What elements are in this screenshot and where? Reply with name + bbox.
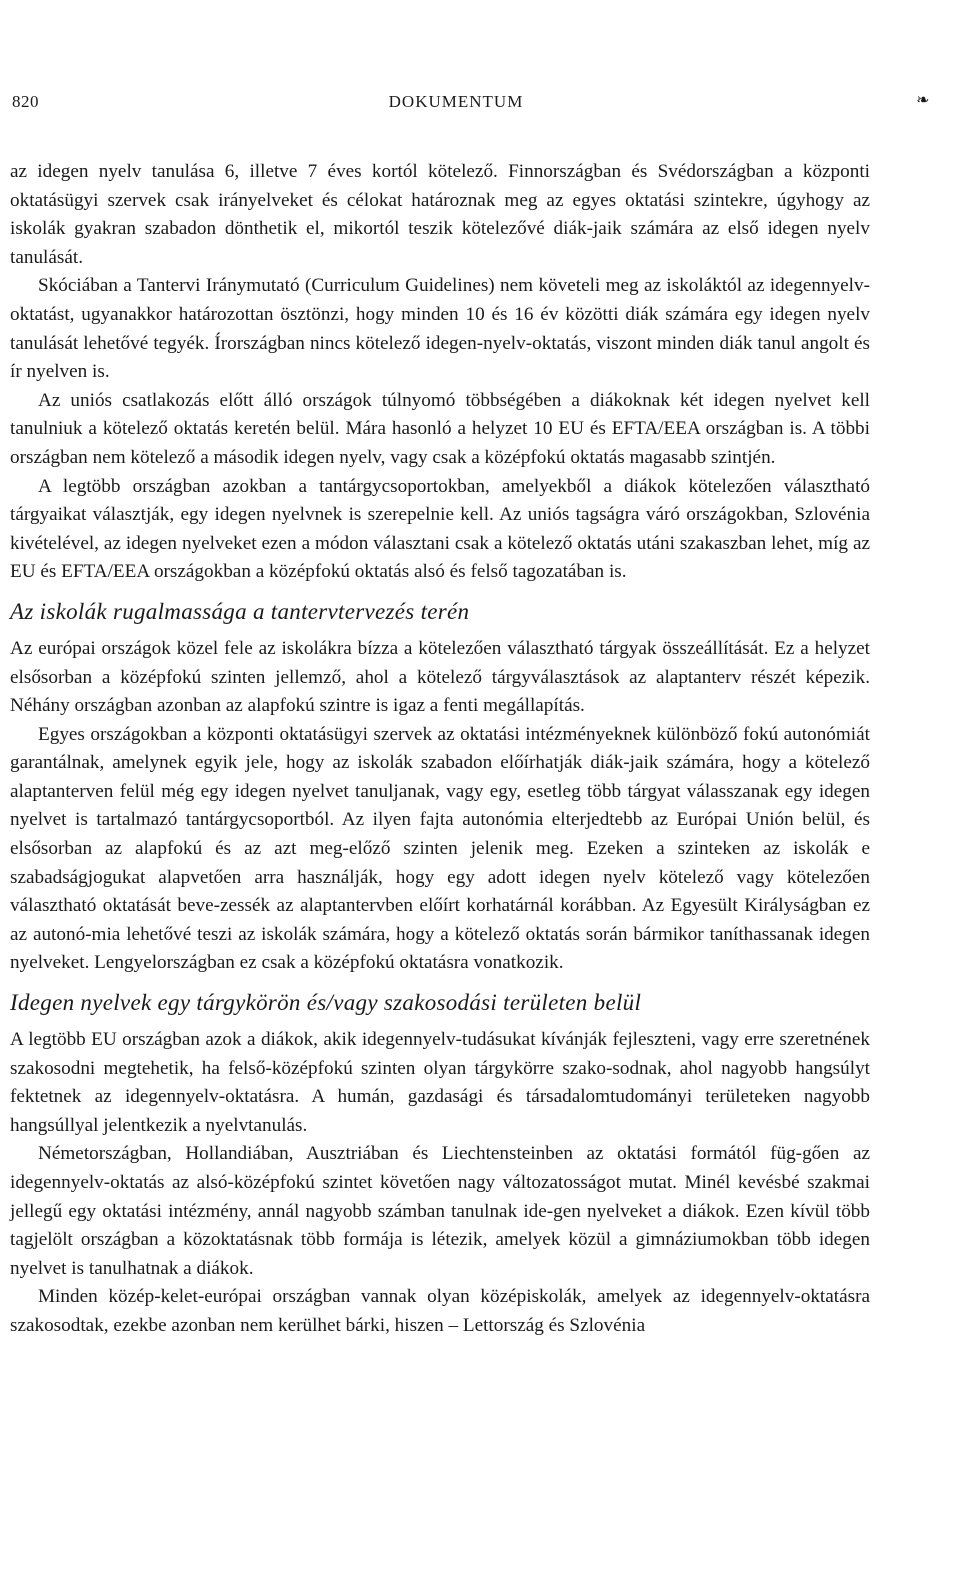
paragraph: az idegen nyelv tanulása 6, illetve 7 éves kortól kötelező. Finnországban és Svédországban a központi oktatásügyi szervek csak irányelveket és célokat határoznak meg az egyes oktatási szintekre, úgyhogy az iskolák gyakran szabadon dönthetik el, mikortól teszik kötelezővé diák-jaik számára az első idegen nyelv tanulását. bbox=[10, 161, 870, 268]
page-number: 820 bbox=[12, 92, 39, 111]
leaf-ornament-icon: ❧ bbox=[916, 92, 930, 109]
paragraph: Egyes országokban a központi oktatásügyi szervek az oktatási intézményeknek különböző fokú autonómiát garantálnak, amelynek egyik jele, hogy az iskolák szabadon előírhatják diák-jaik számára, hogy a kötelező alaptanterven felül még egy idegen nyelvet tanuljanak, vagy egy, esetleg több tárgyat válasszanak egy idegen nyelvet is tartalmazó tantárgycsoportból. Az ilyen fajta autonómia elterjedtebb az Európai Unión belül, és elsősorban az alapfokú és az azt meg-előző szinten jelenik meg. Ezeken a szinteken az iskolák e szabadságjogukat alapvetően arra használják, hogy egy adott idegen nyelv kötelező vagy kötelezően választható oktatását beve-zessék az alaptantervben előírt korhatárnál korábban. Az Egyesült Királyságban ez az autonó-mia lehetővé teszi az iskolák számára, hogy a kötelező oktatás során bármikor taníthassanak idegen nyelveket. Lengyelországban ez csak a középfokú oktatásra vonatkozik. bbox=[10, 723, 870, 974]
paragraph: Az uniós csatlakozás előtt álló országok túlnyomó többségében a diákoknak két idegen nyelvet kell tanulniuk a kötelező oktatás keretén belül. Mára hasonló a helyzet 10 EU és EFTA/EEA országban is. A többi országban nem kötelező a második idegen nyelv, vagy csak a középfokú oktatás magasabb szintjén. bbox=[10, 389, 870, 468]
body-text bbox=[10, 158, 870, 1341]
running-head bbox=[12, 92, 930, 116]
paragraph: Az európai országok közel fele az iskolákra bízza a kötelezően választható tárgyak összeállítását. Ez a helyzet elsősorban a középfokú szinten jellemző, ahol a kötelező tárgyválasztások az alaptanterv részét képezik. Néhány országban azonban az alapfokú szintre is igaz a fenti megállapítás. bbox=[10, 637, 870, 717]
paragraph: A legtöbb országban azokban a tantárgycsoportokban, amelyekből a diákok kötelezően választható tárgyaikat választják, egy idegen nyelvnek is szerepelnie kell. Az uniós tagságra váró országokban, Szlovénia kivételével, az idegen nyelveket ezen a módon választani csak a kötelező oktatás utáni szakaszban lehet, míg az EU és EFTA/EEA országokban a középfokú oktatás alsó és felső tagozatában is. bbox=[10, 475, 870, 583]
section-label: DOKUMENTUM bbox=[388, 92, 524, 111]
paragraph: A legtöbb EU országban azok a diákok, akik idegennyelv-tudásukat kívánják fejleszteni, vagy erre szeretnének szakosodni megtehetik, ha felső-középfokú szinten olyan tárgykörre szako-sodnak, ahol nagyobb hangsúlyt fektetnek az idegennyelv-oktatásra. A humán, gazdasági és társadalomtudományi területeken nagyobb hangsúllyal jelentkezik a nyelvtanulás. bbox=[10, 1029, 870, 1136]
section-heading: Az iskolák rugalmassága a tantervtervezés terén bbox=[10, 598, 470, 624]
paragraph: Skóciában a Tantervi Iránymutató (Curriculum Guidelines) nem követeli meg az iskoláktól az idegennyelv-oktatást, ugyanakkor határozottan ösztönzi, hogy minden 10 és 16 év közötti diák számára egy idegen nyelv tanulását lehetővé tegyék. Írországban nincs kötelező idegen-nyelv-oktatás, viszont minden diák tanul angolt és ír nyelven is. bbox=[10, 275, 870, 383]
section-heading: Idegen nyelvek egy tárgykörön és/vagy szakosodási területen belül bbox=[10, 990, 642, 1016]
paragraph: Németországban, Hollandiában, Ausztriában és Liechtensteinben az oktatási formától füg-gően az idegennyelv-oktatás az alsó-középfokú szintet követően nagy változatosságot mutat. Minél kevésbé szakmai jellegű egy oktatási intézmény, annál nagyobb számban tanulnak ide-gen nyelveket a diákok. Ezen kívül több tagjelölt országban a közoktatásnak több formája is létezik, amelyek közül a gimnáziumokban több idegen nyelvet is tanulhatnak a diákok. bbox=[10, 1143, 870, 1279]
paragraph: Minden közép-kelet-európai országban vannak olyan középiskolák, amelyek az idegennyelv-oktatásra szakosodtak, ezekbe azonban nem kerülhet bárki, hiszen – Lettország és Szlovénia bbox=[10, 1286, 870, 1336]
